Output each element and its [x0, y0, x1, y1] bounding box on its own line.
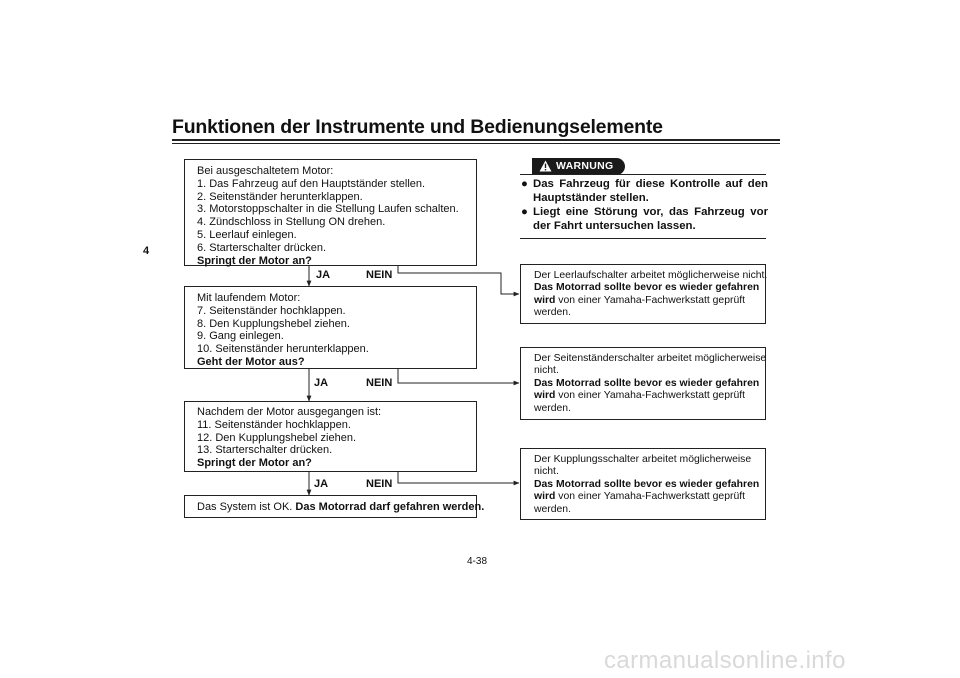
result-line-mixed [534, 295, 752, 307]
step-line: Mit laufendem Motor: [197, 292, 301, 304]
step-line: Nachdem der Motor ausgegangen ist: [197, 406, 382, 418]
step-box-2 [184, 286, 477, 369]
yes-label: JA [316, 269, 331, 281]
result-ok-box [184, 495, 485, 518]
result-rest: von einer Yamaha-Fachwerkstatt geprüft [555, 390, 746, 402]
step-line: Bei ausgeschaltetem Motor: [197, 165, 334, 177]
result-bold: wird [534, 294, 556, 306]
step-line: 11. Seitenständer hochklappen. [197, 418, 351, 431]
result-line: werden. [534, 402, 571, 414]
result-bold: Das Motorrad sollte bevor es wieder gefahren [534, 282, 760, 294]
chapter-tab: 4 [142, 245, 150, 257]
result-rest: von einer Yamaha-Fachwerkstatt geprüft [555, 491, 746, 503]
result-line: werden. [534, 503, 571, 515]
result-box-neutral-switch [520, 264, 766, 324]
page-number: 4-38 [467, 556, 488, 567]
step-line: 12. Den Kupplungshebel ziehen. [197, 431, 357, 444]
warning-rule-bottom [520, 238, 766, 239]
result-ok-bold: Das Motorrad darf gefahren werden. [295, 501, 485, 513]
step-box-1 [184, 159, 477, 266]
warning-text: Das Fahrzeug für diese Kontrolle auf den Hauptständer stellen. [533, 178, 768, 204]
step-question: Geht der Motor aus? [197, 355, 305, 368]
step-line: 13. Starterschalter drücken. [197, 444, 333, 457]
yes-label: JA [314, 478, 329, 490]
step-line: 3. Motorstoppschalter in die Stellung Laufen schalten. [197, 203, 459, 216]
warning-list [520, 178, 768, 234]
no-label: NEIN [366, 269, 393, 281]
watermark: carmanualsonline.info [604, 647, 846, 674]
result-bold: Das Motorrad sollte bevor es wieder gefahren [534, 377, 760, 389]
step-line: 1. Das Fahrzeug auf den Hauptständer stellen. [197, 177, 426, 190]
warning-item [520, 206, 768, 233]
bullet-icon: ● [521, 178, 528, 190]
step-line: 5. Leerlauf einlegen. [197, 228, 297, 241]
result-line: nicht. [534, 466, 559, 478]
warning-text: Liegt eine Störung vor, das Fahrzeug vor der Fahrt untersuchen lassen. [533, 206, 768, 232]
result-ok-text: Das System ist OK. [197, 501, 296, 513]
step-line: 7. Seitenständer hochklappen. [197, 304, 346, 317]
warning-item [520, 178, 768, 205]
step-question: Springt der Motor an? [197, 457, 312, 470]
step-line: 10. Seitenständer herunterklappen. [197, 343, 369, 356]
result-bold: wird [534, 390, 556, 402]
yes-label: JA [314, 377, 329, 389]
result-line: werden. [534, 307, 571, 319]
result-line: Der Kupplungsschalter arbeitet möglicherweise [534, 454, 752, 465]
step-question: Springt der Motor an? [197, 254, 312, 267]
step-line: 4. Zündschloss in Stellung ON drehen. [197, 216, 386, 229]
result-line: nicht. [534, 365, 559, 377]
step-line: 6. Starterschalter drücken. [197, 241, 327, 254]
result-box-clutch-switch [520, 448, 766, 520]
result-line-mixed [534, 390, 752, 402]
warning-label: WARNUNG [556, 160, 614, 172]
no-label: NEIN [366, 478, 393, 490]
result-line-mixed [534, 491, 752, 503]
warning-rule-top [520, 174, 766, 175]
result-ok-line [197, 501, 485, 514]
warning-badge [532, 158, 625, 175]
result-rest: von einer Yamaha-Fachwerkstatt geprüft [555, 294, 746, 306]
step-line: 8. Den Kupplungshebel ziehen. [197, 317, 350, 330]
result-bold: Das Motorrad sollte bevor es wieder gefahren [534, 478, 760, 490]
result-bold: wird [534, 491, 556, 503]
step-box-3 [184, 401, 477, 472]
result-line: Der Seitenständerschalter arbeitet möglicherweise [534, 353, 767, 364]
result-box-sidestand-switch [520, 347, 766, 420]
step-line: 9. Gang einlegen. [197, 330, 284, 343]
page-title: Funktionen der Instrumente und Bedienungselemente [172, 116, 663, 138]
step-line: 2. Seitenständer herunterklappen. [197, 190, 363, 203]
no-connector-3 [398, 472, 519, 483]
result-line: Der Leerlaufschalter arbeitet möglicherweise nicht. [534, 270, 768, 281]
warning-triangle-icon [539, 160, 552, 172]
no-label: NEIN [366, 377, 393, 389]
no-connector-2 [398, 369, 519, 383]
bullet-icon: ● [521, 206, 528, 219]
